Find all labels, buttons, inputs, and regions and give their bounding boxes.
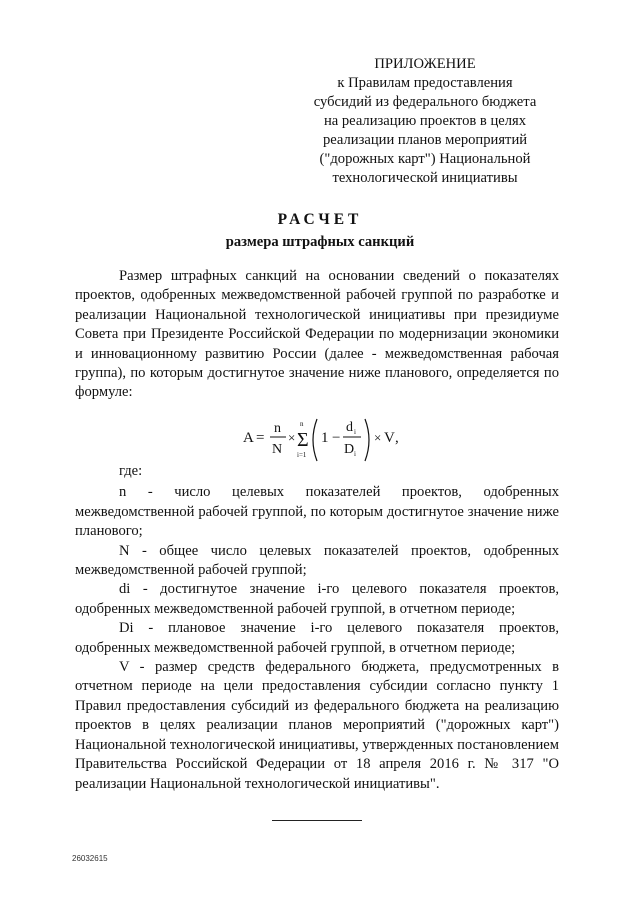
formula-frac-den: N	[272, 442, 283, 457]
appendix-line: технологической инициативы	[332, 170, 518, 186]
formula-Di-sub: i	[354, 450, 356, 458]
formula-times-2: ×	[374, 430, 382, 445]
formula-di: d	[346, 420, 353, 435]
formula-minus: −	[332, 430, 341, 446]
formula-frac-num: n	[274, 421, 281, 436]
appendix-line: реализации планов мероприятий	[322, 132, 528, 148]
formula-V: V	[384, 430, 395, 446]
formula-comma: ,	[395, 430, 399, 446]
definition-V: V - размер средств федерального бюджета, предусмотренных в отчетном периоде на цели предоставления субсидии согласно пункту 1 Правил предоставления субсидий из федерального бюджета на реализацию проектов в целях реализации планов мероприятий ("дорожных карт") Национальной технологической инициативы, утвержденных постановлением Правительства Российской Федерации от 18 апреля 2016 г. № 317 "О реализации Национальной технологической инициативы".	[75, 659, 559, 792]
intro-paragraph	[75, 267, 559, 403]
sum-upper-limit: n	[300, 420, 304, 428]
sum-icon: Σ	[297, 429, 309, 451]
appendix-line: к Правилам предоставления	[337, 75, 513, 91]
appendix-header	[300, 55, 550, 188]
left-paren-icon	[313, 419, 317, 461]
definition-n: n - число целевых показателей проектов, одобренных межведомственной рабочей группой, по которым достигнутое значение ниже планового;	[75, 484, 559, 540]
appendix-line: на реализацию проектов в целях	[323, 113, 527, 129]
definition-Di: Di - плановое значение i-го целевого показателя проектов, одобренных межведомственной рабочей группой, в отчетном периоде;	[75, 620, 559, 656]
formula-times: ×	[288, 430, 296, 445]
end-separator	[272, 820, 362, 821]
definition-N: N - общее число целевых показателей проектов, одобренных межведомственной рабочей группой;	[75, 542, 559, 579]
appendix-line: субсидий из федерального бюджета	[313, 94, 537, 110]
appendix-line: ПРИЛОЖЕНИЕ	[374, 56, 476, 72]
formula-Di: D	[344, 442, 355, 457]
penalty-formula	[243, 415, 403, 465]
formula-lhs: A	[243, 430, 254, 446]
appendix-line: ("дорожных карт") Национальной	[319, 151, 531, 167]
intro-text: Размер штрафных санкций на основании сведений о показателях проектов, одобренных межведомственной рабочей группой по разработке и реализации Национальной технологической инициативы при президиуме Совета при Президенте Российской Федерации по модернизации экономики и инновационному развитию России (далее - межведомственная рабочая группа), по которым достигнутое значение ниже планового, определяется по формуле:	[75, 268, 559, 401]
document-code: 26032615	[72, 854, 108, 863]
right-paren-icon	[365, 419, 369, 461]
formula-svg	[243, 415, 403, 465]
definitions-block	[75, 462, 559, 794]
formula-di-sub: i	[354, 428, 356, 436]
where-label: где:	[119, 463, 143, 479]
formula-one: 1	[321, 430, 329, 446]
sum-lower-limit: i=1	[297, 451, 307, 459]
formula-equals: =	[256, 430, 265, 446]
definition-di: di - достигнутое значение i-го целевого показателя проектов, одобренных межведомственной рабочей группой, в отчетном периоде;	[75, 581, 559, 617]
document-title: РАСЧЕТ	[277, 211, 363, 228]
document-subtitle: размера штрафных санкций	[225, 234, 415, 250]
